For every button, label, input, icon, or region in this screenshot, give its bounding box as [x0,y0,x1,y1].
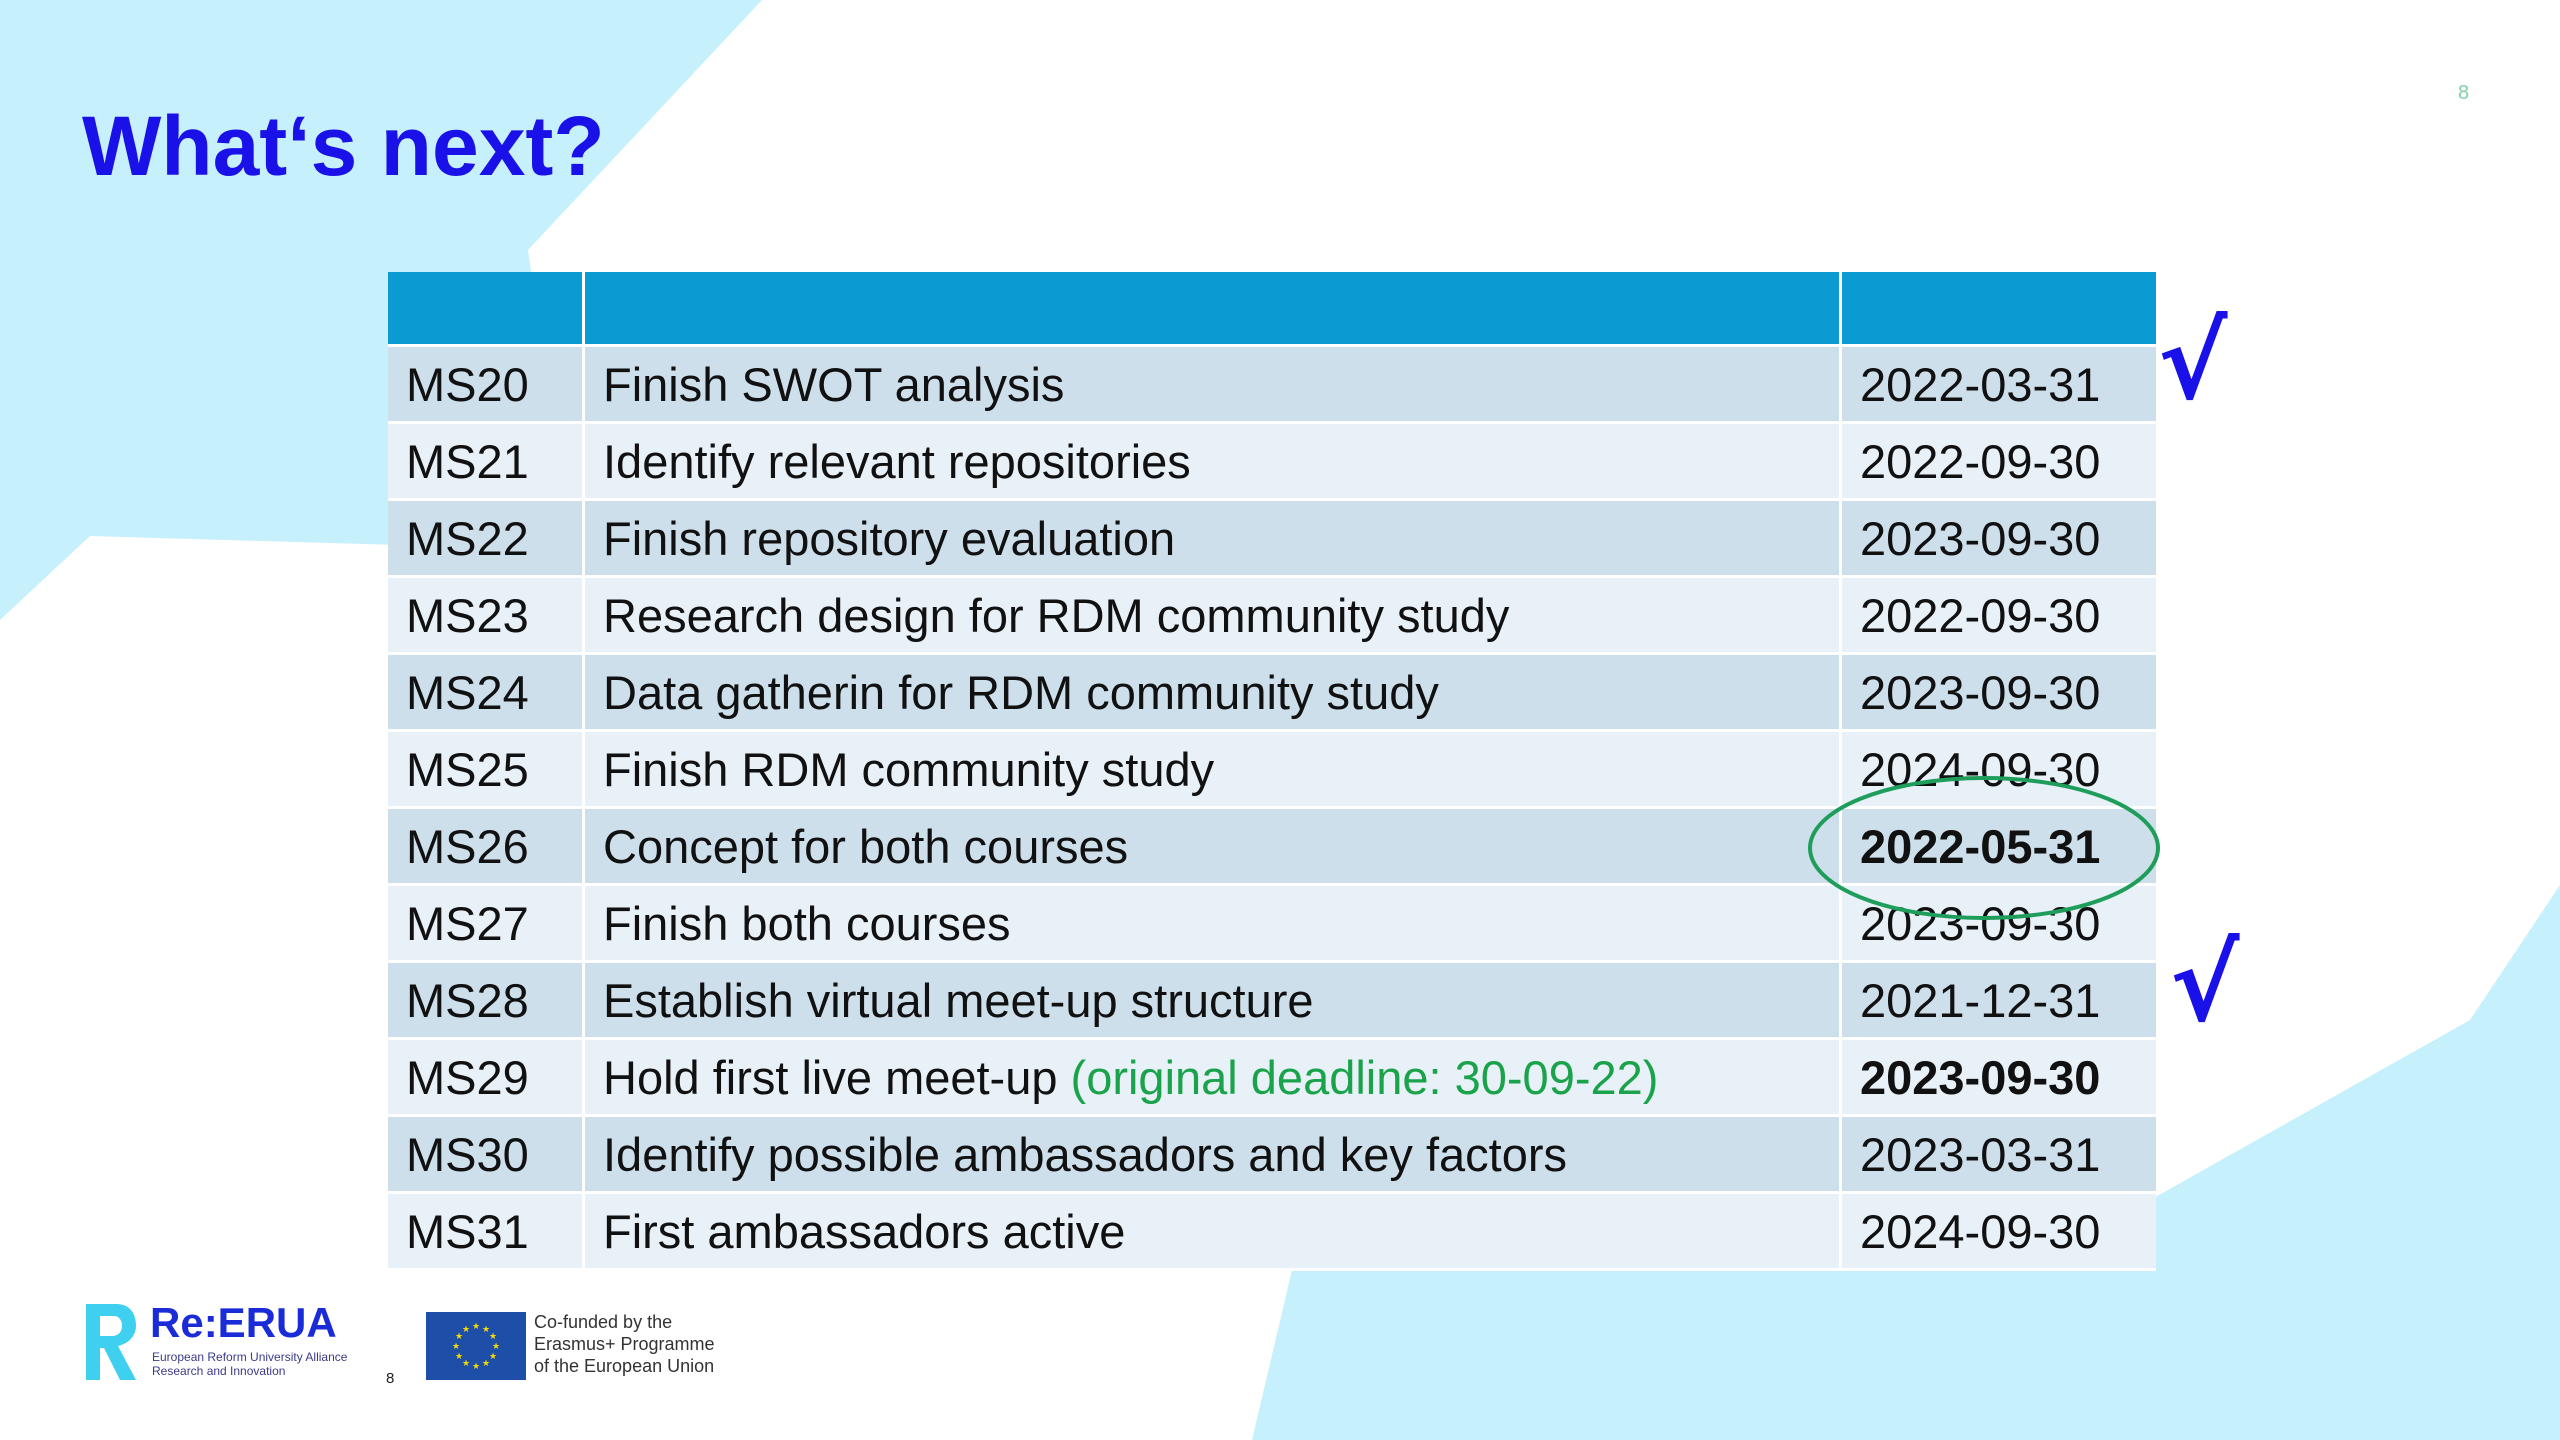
reerua-logo-icon [82,1302,138,1382]
svg-text:★: ★ [491,1342,501,1352]
table-header-row [388,272,2156,347]
milestone-task-cell [585,1040,1842,1117]
milestone-date: 2023-09-30 [1842,1040,2156,1117]
milestone-date: 2022-09-30 [1842,424,2156,501]
milestone-task: Identify relevant repositories [585,424,1842,501]
milestone-id: MS29 [388,1040,585,1117]
milestone-task: Finish RDM community study [585,732,1842,809]
slide-title: What‘s next? [82,99,605,193]
svg-text:★: ★ [481,1359,491,1369]
svg-text:★: ★ [454,1352,464,1362]
table-row [388,1194,2156,1271]
svg-text:★: ★ [471,1322,481,1332]
milestone-date: 2024-09-30 [1842,1194,2156,1271]
milestone-note: (original deadline: 30-09-22) [1070,1050,1659,1104]
header-cell-id [388,272,585,347]
milestone-id: MS25 [388,732,585,809]
svg-text:★: ★ [461,1325,471,1335]
milestone-date: 2021-12-31 [1842,963,2156,1040]
eu-text-line: of the European Union [534,1355,715,1376]
logo-subtitle-line: Research and Innovation [152,1364,286,1379]
milestone-task: Research design for RDM community study [585,578,1842,655]
milestone-id: MS26 [388,809,585,886]
milestone-id: MS22 [388,501,585,578]
milestone-id: MS28 [388,963,585,1040]
milestone-task: First ambassadors active [585,1194,1842,1271]
checkmark-icon: √ [2158,301,2228,423]
svg-text:★: ★ [488,1332,498,1342]
milestone-id: MS24 [388,655,585,732]
milestone-task: Establish virtual meet-up structure [585,963,1842,1040]
table-row [388,963,2156,1040]
logo-subtitle [152,1350,392,1379]
svg-text:★: ★ [454,1332,464,1342]
page-number: 8 [2458,82,2470,104]
eu-text-line: Co-funded by the [534,1312,673,1332]
milestone-date: 2023-03-31 [1842,1117,2156,1194]
milestone-id: MS20 [388,347,585,424]
table-row [388,1117,2156,1194]
milestone-task: Hold first live meet-up [603,1050,1071,1104]
logo-name: Re:ERUA [150,1299,337,1346]
footer [82,1298,762,1388]
milestone-table [388,272,2156,1271]
table-row [388,501,2156,578]
header-cell-date [1842,272,2156,347]
milestone-task: Finish repository evaluation [585,501,1842,578]
table-row [388,1040,2156,1117]
svg-text:★: ★ [488,1352,498,1362]
svg-text:★: ★ [451,1342,461,1352]
milestone-date: 2023-09-30 [1842,655,2156,732]
table-row [388,424,2156,501]
logo-subtitle-line: European Reform University Alliance [152,1350,348,1364]
milestone-task: Data gatherin for RDM community study [585,655,1842,732]
table-row [388,732,2156,809]
eu-funding-text [534,1312,774,1378]
footer-page-number: 8 [386,1370,395,1387]
checkmark-icon: √ [2170,923,2240,1045]
milestone-task: Identify possible ambassadors and key factors [585,1117,1842,1194]
milestone-id: MS21 [388,424,585,501]
milestone-task: Concept for both courses [585,809,1842,886]
milestone-date: 2022-09-30 [1842,578,2156,655]
milestone-date: 2022-05-31 [1842,809,2156,886]
eu-flag-icon [426,1312,526,1380]
table-row [388,655,2156,732]
svg-text:★: ★ [471,1362,481,1372]
table-row [388,578,2156,655]
milestone-id: MS23 [388,578,585,655]
milestone-id: MS31 [388,1194,585,1271]
header-cell-task [585,272,1842,347]
milestone-task: Finish SWOT analysis [585,347,1842,424]
milestone-id: MS30 [388,1117,585,1194]
svg-text:★: ★ [481,1325,491,1335]
svg-text:★: ★ [461,1359,471,1369]
milestone-date: 2023-09-30 [1842,501,2156,578]
milestone-date: 2023-09-30 [1842,886,2156,963]
milestone-date: 2024-09-30 [1842,732,2156,809]
milestone-task: Finish both courses [585,886,1842,963]
table-row [388,809,2156,886]
eu-text-line: Erasmus+ Programme [534,1333,715,1354]
table-row [388,886,2156,963]
milestone-id: MS27 [388,886,585,963]
milestone-date: 2022-03-31 [1842,347,2156,424]
table-row [388,347,2156,424]
